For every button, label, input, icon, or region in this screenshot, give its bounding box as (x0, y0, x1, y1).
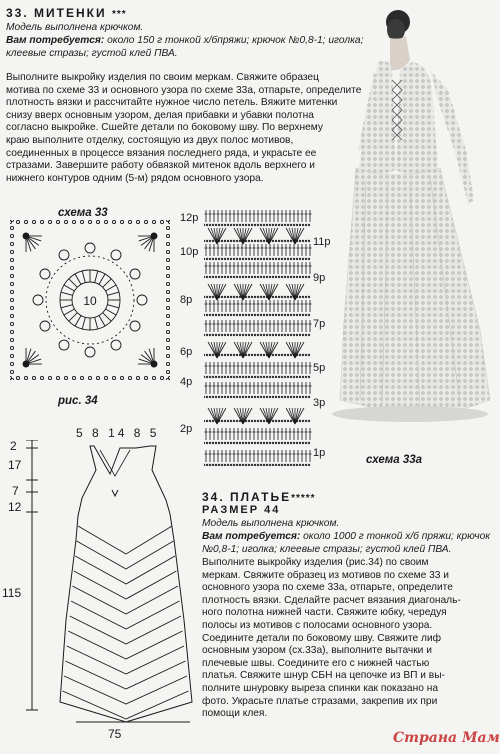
row-label-11: 11р (313, 236, 331, 248)
section-34-model: Модель выполнена крючком. (202, 518, 340, 529)
watermark-logo: Страна Мам (393, 730, 500, 746)
row-label-3: 3р (313, 397, 326, 409)
section-34-materials: Вам потребуется: около 1000 г тонкой х/б пряжи; крючок №0,8-1; иголка; клеевые стразы; густой клей ПВА. (202, 531, 491, 555)
row-label-1: 1р (313, 447, 326, 459)
dim-115: 115 (2, 586, 22, 600)
dress-photo (330, 0, 500, 430)
dim-7: 7 (12, 484, 19, 498)
dress-pattern-drawing (20, 440, 210, 730)
dim-17: 17 (8, 458, 22, 472)
section-34-title: 34. ПЛАТЬЕ***** (202, 490, 316, 504)
dim-2: 2 (10, 439, 17, 453)
difficulty-stars: ***** (291, 493, 316, 504)
row-label-7: 7р (313, 318, 326, 330)
section-33-body: Выполните выкройку изделия по своим меркам. Свяжите образец мотива по схеме 33 и основного узора по схеме 33а, отпарьте, определите плотность вязки и рассчитайте нужное число петель. Вяжите митенки снизу вверх основным узором, делая прибавки и убавки полотна согласно выкройке. Сшейте детали по боковому шву. По верхнему краю выполните отделку, состоящую из двух полос мотивов, соединенных в процессе вязания последнего ряда, и украсьте ее стразами. Завершите работу обвязкой митенок вдоль верхнего и нижнего контуров одним (5-м) рядом основного узора. (6, 72, 362, 184)
dim-75: 75 (108, 727, 122, 741)
schema-33-label: схема 33 (58, 207, 108, 219)
row-label-4: 4р (180, 376, 193, 388)
row-label-12: 12р (180, 212, 199, 224)
row-label-6: 6р (180, 346, 193, 358)
section-34-body: Выполните выкройку изделия (рис.34) по своим меркам. Свяжите образец из мотивов по схеме 33 и основного узора по схеме 33а, отпарьте, определите плотность вязки. Сделайте расчет вязания диагональ- ного полотна нижней части. Свяжите юбку, чередуя полосы из мотивов с полосами основного узора. Соедините детали по боковому шву. Свяжите лиф основным узором (сх.33а), выполните вытачки и плечевые швы. Соедините его с нижней частью платья. Свяжите шнур СБН на цепочке из ВП и вы- полните шнуровку выреза спинки как показано на фото. Украсьте платье стразами, закрепив их при помощи клея. (202, 557, 461, 720)
row-label-9: 9р (313, 272, 326, 284)
motif-center-number: 10 (83, 294, 97, 308)
row-label-8: 8р (180, 294, 193, 306)
row-label-2: 2р (180, 423, 193, 435)
schema-33a-label: схема 33а (366, 454, 423, 466)
section-33-model: Модель выполнена крючком. (6, 22, 144, 33)
section-33-title: 33. МИТЕНКИ *** (6, 6, 127, 20)
schema-33a-pattern (204, 208, 312, 466)
difficulty-stars: *** (111, 9, 127, 20)
row-label-5: 5р (313, 362, 326, 374)
dim-12: 12 (8, 500, 22, 514)
section-33-materials: Вам потребуется: около 150 г тонкой х/бпряжи; крючок №0,8-1; иголка; клеевые стразы; густой клей ПВА. (6, 35, 364, 59)
fig-34-label: рис. 34 (58, 395, 98, 407)
schema-33-motif (10, 220, 170, 380)
section-34-size: РАЗМЕР 44 (202, 504, 281, 516)
row-label-10: 10р (180, 246, 199, 258)
top-dimensions: 5 8 14 8 5 (76, 426, 160, 440)
